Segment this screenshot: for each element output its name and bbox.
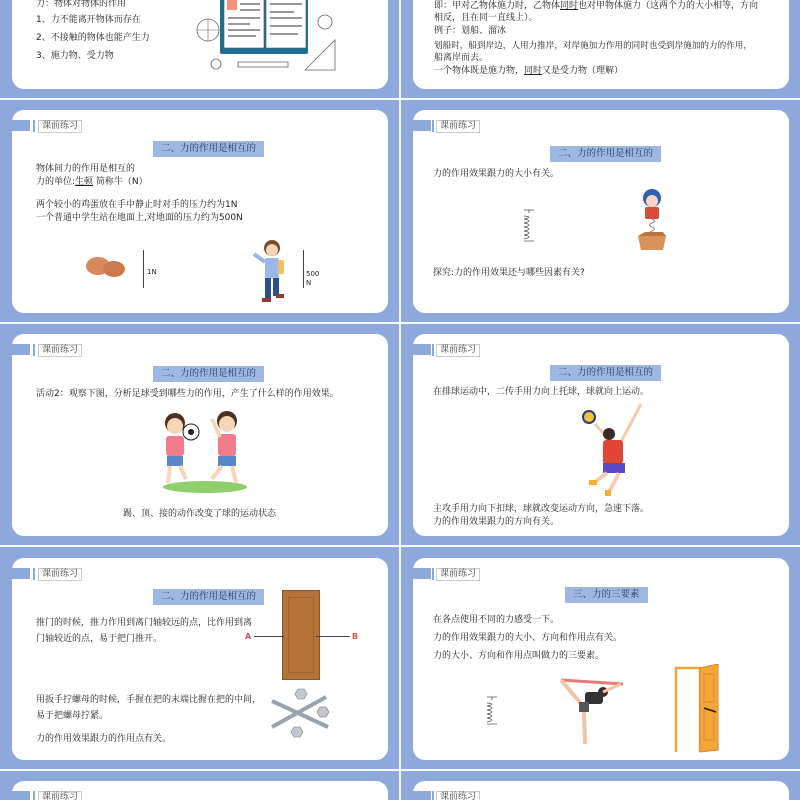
student-image-icon — [252, 238, 292, 306]
bolts-nuts-image-icon — [264, 687, 336, 739]
slide-text: 即：甲对乙物体施力时，乙物体同时也对甲物体施力（这两个力的大小相等，方向 — [434, 1, 759, 11]
tab-accent — [0, 344, 30, 355]
slide-text: 力的大小、方向和作用点叫做力的三要素。 — [433, 651, 605, 661]
point-b-line — [316, 636, 350, 637]
slide-text: 一个普通中学生站在地面上,对地面的压力约为500N — [36, 213, 243, 223]
tab-divider — [33, 568, 35, 580]
tab-divider — [432, 120, 434, 132]
section-title: 二、力的作用是相互的 — [550, 146, 661, 162]
tab-accent — [401, 344, 431, 355]
tab-label: 课前练习 — [436, 344, 480, 357]
slide-text: 一个物体既是施力物，同时又是受力物（理解） — [434, 66, 624, 76]
section-title: 二、力的作用是相互的 — [153, 366, 264, 382]
volleyball-player-image-icon — [581, 402, 647, 498]
force-label: 500 — [306, 270, 320, 278]
tab-accent — [0, 791, 30, 800]
slide-text: 活动2：观察下图，分析足球受到哪些力的作用，产生了什么样的作用效果。 — [36, 389, 339, 399]
slide-thumbnail-3[interactable] — [0, 100, 399, 322]
force-arrow — [303, 250, 304, 288]
slide-text: 力的作用效果跟力的大小有关。 — [433, 169, 560, 179]
tab-accent — [0, 120, 30, 131]
tab-label: 课前练习 — [436, 791, 480, 800]
tab-label: 课前练习 — [436, 568, 480, 581]
slide-text: 力：物体对物体的作用 — [36, 0, 127, 9]
slide-thumbnail-1[interactable] — [0, 0, 399, 98]
soccer-kids-image-icon — [150, 409, 256, 495]
book-illustration-icon — [190, 0, 340, 78]
slide-card — [413, 110, 789, 313]
slide-text: 2、不接触的物体也能产生力 — [36, 33, 150, 43]
slide-thumbnail-5[interactable] — [0, 324, 399, 545]
tab-divider — [432, 568, 434, 580]
slide-text: 力的作用效果跟力的作用点有关。 — [36, 734, 172, 744]
point-a-line — [254, 636, 284, 637]
slide-text: 相反，且在同一直线上）。 — [434, 13, 538, 23]
slide-thumbnail-10[interactable] — [401, 771, 800, 800]
tab-label: 课前练习 — [38, 791, 82, 800]
slide-thumbnail-7[interactable] — [0, 547, 399, 769]
slide-text: 划船时，船到岸边，人用力推岸，对岸施加力作用的同时也受到岸施加的力的作用， — [434, 41, 752, 51]
slide-text: 主攻手用力向下扣球，球就改变运动方向，急速下落。 — [433, 504, 650, 514]
door-image — [282, 590, 320, 680]
spring-icon — [485, 695, 499, 727]
slide-thumbnail-6[interactable] — [401, 324, 800, 545]
force-label: 1N — [147, 268, 157, 276]
spring-icon — [522, 208, 536, 244]
force-arrow — [143, 250, 144, 288]
slide-text: 门轴较近的点，易于把门推开。 — [36, 634, 163, 644]
slide-text: 易于把螺母拧紧。 — [36, 711, 109, 721]
slide-text: 用扳手拧螺母的时候，手握在把的末端比握在把的中间， — [36, 695, 262, 705]
slide-text: 推门的时候，推力作用到离门轴较远的点，比作用到离 — [36, 618, 253, 628]
slide-text: 1、力不能离开物体而存在 — [36, 15, 141, 25]
force-label: N — [306, 279, 312, 287]
slide-text: 船离岸而去。 — [434, 53, 489, 63]
section-title: 二、力的作用是相互的 — [153, 589, 264, 605]
slide-text: 两个较小的鸡蛋放在手中静止时对手的压力约为1N — [36, 200, 238, 210]
eggs-image-icon — [82, 252, 132, 282]
section-title: 三、力的三要素 — [565, 587, 648, 603]
tab-label: 课前练习 — [38, 344, 82, 357]
tab-label: 课前练习 — [38, 568, 82, 581]
slide-text: 在排球运动中，二传手用力向上托球，球就向上运动。 — [433, 387, 650, 397]
door-panel — [288, 597, 314, 673]
tab-divider — [33, 120, 35, 132]
slide-text: 力的单位:生顿 简称牛（N） — [36, 177, 148, 187]
point-label-a: A — [245, 632, 252, 641]
tab-accent — [401, 791, 431, 800]
tab-divider — [33, 791, 35, 800]
slide-thumbnail-2[interactable] — [401, 0, 800, 98]
slide-text: 力的作用效果跟力的方向有关。 — [433, 517, 560, 527]
slide-text: 在各点使用不同的力感受一下。 — [433, 615, 560, 625]
tab-accent — [401, 120, 431, 131]
stretching-woman-image-icon — [557, 674, 629, 748]
slide-thumbnail-8[interactable] — [401, 547, 800, 769]
slide-text: 3、施力物、受力物 — [36, 51, 114, 61]
slide-text: 例子：划船、溜冰 — [434, 26, 507, 36]
slide-thumbnail-4[interactable] — [401, 100, 800, 322]
open-door-image-icon — [674, 664, 722, 754]
jack-in-box-icon — [633, 188, 671, 252]
tab-accent — [0, 568, 30, 579]
slide-thumbnail-9[interactable] — [0, 771, 399, 800]
slide-text: 探究:力的作用效果还与哪些因素有关? — [433, 268, 585, 278]
tab-divider — [432, 791, 434, 800]
slide-text: 物体间力的作用是相互的 — [36, 164, 136, 174]
section-title: 二、力的作用是相互的 — [550, 365, 661, 381]
tab-divider — [33, 344, 35, 356]
slide-text: 力的作用效果跟力的大小、方向和作用点有关。 — [433, 633, 623, 643]
tab-accent — [401, 568, 431, 579]
slide-caption: 踢、顶、接的动作改变了球的运动状态 — [123, 509, 277, 519]
tab-divider — [432, 344, 434, 356]
section-title: 二、力的作用是相互的 — [153, 141, 264, 157]
tab-label: 课前练习 — [38, 120, 82, 133]
tab-label: 课前练习 — [436, 120, 480, 133]
point-label-b: B — [352, 632, 359, 641]
